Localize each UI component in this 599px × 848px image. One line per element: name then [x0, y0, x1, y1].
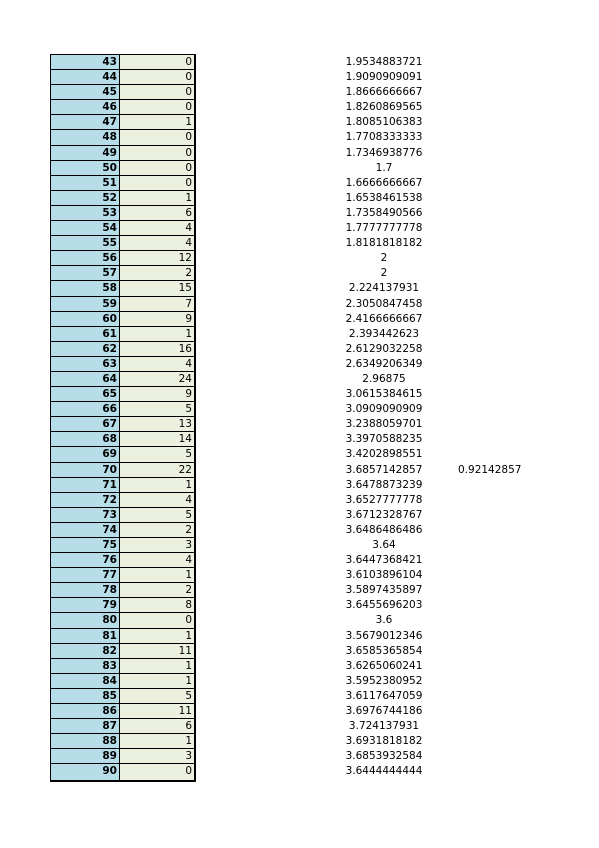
- row-number-cell[interactable]: 84: [51, 674, 120, 689]
- count-cell[interactable]: 6: [120, 206, 194, 221]
- row-number-cell[interactable]: 87: [51, 719, 120, 734]
- table-row: [51, 553, 194, 568]
- count-cell[interactable]: 8: [120, 598, 194, 613]
- ratio-column: [334, 55, 434, 780]
- row-number-cell[interactable]: 68: [51, 432, 120, 447]
- row-number-cell[interactable]: 45: [51, 85, 120, 100]
- table-row: [51, 764, 194, 779]
- table-row: [51, 689, 194, 704]
- table-row: [51, 629, 194, 644]
- row-number-cell[interactable]: 81: [51, 629, 120, 644]
- table-row: [51, 719, 194, 734]
- count-cell[interactable]: 4: [120, 493, 194, 508]
- ratio-value: 3.2388059701: [345, 418, 423, 431]
- table-row: [51, 538, 194, 553]
- ratio-value: 3.3970588235: [345, 433, 423, 446]
- count-cell[interactable]: 3: [120, 538, 194, 553]
- table-row: [51, 417, 194, 432]
- count-cell[interactable]: 13: [120, 417, 194, 432]
- table-row: [51, 161, 194, 176]
- table-row: [51, 70, 194, 85]
- count-cell[interactable]: 0: [120, 764, 194, 779]
- ratio-value: 3.6455696203: [345, 599, 423, 612]
- row-number-cell[interactable]: 73: [51, 508, 120, 523]
- count-cell[interactable]: 4: [120, 357, 194, 372]
- ratio-value: 2: [380, 252, 388, 265]
- ratio-value: 3.6853932584: [345, 750, 423, 763]
- count-cell[interactable]: 12: [120, 251, 194, 266]
- ratio-value: 3.6712328767: [345, 508, 423, 521]
- table-row: [51, 357, 194, 372]
- extra-value: 0.92142857: [458, 463, 522, 476]
- table-row: [51, 191, 194, 206]
- row-number-cell[interactable]: 78: [51, 583, 120, 598]
- row-number-cell[interactable]: 85: [51, 689, 120, 704]
- ratio-value: 1.8666666667: [345, 86, 423, 99]
- ratio-value: 3.6478873239: [345, 478, 423, 491]
- row-number-cell[interactable]: 55: [51, 236, 120, 251]
- ratio-value: 1.7: [375, 161, 393, 174]
- table-row: [51, 749, 194, 764]
- count-cell[interactable]: 5: [120, 402, 194, 417]
- count-cell[interactable]: 7: [120, 297, 194, 312]
- row-number-cell[interactable]: 65: [51, 387, 120, 402]
- row-number-cell[interactable]: 48: [51, 130, 120, 145]
- table-row: [51, 387, 194, 402]
- ratio-value: 3.6486486486: [345, 523, 423, 536]
- row-number-cell[interactable]: 53: [51, 206, 120, 221]
- row-number-cell[interactable]: 54: [51, 221, 120, 236]
- ratio-value: 1.7358490566: [345, 206, 423, 219]
- ratio-value: 3.724137931: [348, 720, 420, 733]
- count-cell[interactable]: 1: [120, 674, 194, 689]
- table-row: [51, 221, 194, 236]
- ratio-value: 3.6265060241: [345, 659, 423, 672]
- ratio-value: 1.8181818182: [345, 237, 423, 250]
- row-number-cell[interactable]: 62: [51, 342, 120, 357]
- table-row: [51, 508, 194, 523]
- count-cell[interactable]: 0: [120, 70, 194, 85]
- count-cell[interactable]: 14: [120, 432, 194, 447]
- table-row: [51, 85, 194, 100]
- count-cell[interactable]: 1: [120, 568, 194, 583]
- table-row: [51, 598, 194, 613]
- ratio-value: 3.4202898551: [345, 448, 423, 461]
- count-cell[interactable]: 1: [120, 478, 194, 493]
- table-row: [51, 734, 194, 749]
- row-number-cell[interactable]: 63: [51, 357, 120, 372]
- table-row: [51, 463, 194, 478]
- table-row: [51, 447, 194, 462]
- ratio-value: 2.96875: [362, 372, 406, 385]
- count-cell[interactable]: 2: [120, 266, 194, 281]
- count-cell[interactable]: 0: [120, 146, 194, 161]
- table-row: [51, 297, 194, 312]
- count-cell[interactable]: 0: [120, 613, 194, 628]
- row-number-cell[interactable]: 69: [51, 447, 120, 462]
- row-number-cell[interactable]: 52: [51, 191, 120, 206]
- count-cell[interactable]: 24: [120, 372, 194, 387]
- table-row: [51, 583, 194, 598]
- row-number-cell[interactable]: 43: [51, 55, 120, 70]
- table-row: [51, 236, 194, 251]
- row-number-cell[interactable]: 88: [51, 734, 120, 749]
- ratio-value: 1.9534883721: [345, 56, 423, 68]
- count-cell[interactable]: 1: [120, 191, 194, 206]
- row-number-cell[interactable]: 47: [51, 115, 120, 130]
- ratio-value: 1.6666666667: [345, 176, 423, 189]
- table-row: [51, 342, 194, 357]
- ratio-value: 3.6857142857: [345, 463, 423, 476]
- table-row: [51, 523, 194, 538]
- count-cell[interactable]: 5: [120, 447, 194, 462]
- count-cell[interactable]: 2: [120, 583, 194, 598]
- table-row: [51, 659, 194, 674]
- ratio-value: 1.6538461538: [345, 191, 423, 204]
- count-cell[interactable]: 9: [120, 312, 194, 327]
- data-table: [50, 54, 196, 782]
- ratio-value: 1.9090909091: [345, 71, 423, 84]
- row-number-cell[interactable]: 66: [51, 402, 120, 417]
- ratio-value: 1.7708333333: [345, 131, 423, 144]
- row-number-cell[interactable]: 46: [51, 100, 120, 115]
- count-cell[interactable]: 9: [120, 387, 194, 402]
- ratio-value: 1.8085106383: [345, 116, 423, 129]
- table-row: [51, 674, 194, 689]
- ratio-value: 2.393442623: [348, 327, 420, 340]
- count-cell[interactable]: 1: [120, 734, 194, 749]
- count-cell[interactable]: 1: [120, 629, 194, 644]
- table-row: [51, 312, 194, 327]
- ratio-value: 3.6103896104: [345, 569, 423, 582]
- count-cell[interactable]: 0: [120, 100, 194, 115]
- ratio-value: 3.6931818182: [345, 735, 423, 748]
- ratio-value: 3.6976744186: [345, 705, 423, 718]
- row-number-cell[interactable]: 44: [51, 70, 120, 85]
- count-cell[interactable]: 0: [120, 161, 194, 176]
- row-number-cell[interactable]: 60: [51, 312, 120, 327]
- ratio-value: 2: [380, 267, 388, 280]
- ratio-value: 3.0615384615: [345, 388, 423, 401]
- ratio-value: 1.7777777778: [345, 222, 423, 235]
- count-cell[interactable]: 1: [120, 327, 194, 342]
- table-row: [51, 402, 194, 417]
- ratio-value: 3.6527777778: [345, 493, 423, 506]
- ratio-value: 1.8260869565: [345, 101, 423, 114]
- row-number-cell[interactable]: 56: [51, 251, 120, 266]
- count-cell[interactable]: 15: [120, 281, 194, 296]
- ratio-value: 3.5897435897: [345, 584, 423, 597]
- row-number-cell[interactable]: 71: [51, 478, 120, 493]
- table-row: [51, 266, 194, 281]
- table-row: [51, 130, 194, 145]
- count-cell[interactable]: 16: [120, 342, 194, 357]
- ratio-value: 2.6349206349: [345, 357, 423, 370]
- row-number-cell[interactable]: 72: [51, 493, 120, 508]
- count-cell[interactable]: 1: [120, 659, 194, 674]
- table-row: [51, 432, 194, 447]
- count-cell[interactable]: 4: [120, 236, 194, 251]
- count-cell[interactable]: 4: [120, 553, 194, 568]
- row-number-cell[interactable]: 59: [51, 297, 120, 312]
- row-number-cell[interactable]: 76: [51, 553, 120, 568]
- row-number-cell[interactable]: 58: [51, 281, 120, 296]
- count-cell[interactable]: 0: [120, 130, 194, 145]
- row-number-cell[interactable]: 80: [51, 613, 120, 628]
- row-number-cell[interactable]: 51: [51, 176, 120, 191]
- row-number-cell[interactable]: 75: [51, 538, 120, 553]
- table-row: [51, 704, 194, 719]
- row-number-cell[interactable]: 83: [51, 659, 120, 674]
- ratio-value: 2.6129032258: [345, 342, 423, 355]
- count-cell[interactable]: 6: [120, 719, 194, 734]
- row-number-cell[interactable]: 90: [51, 764, 120, 779]
- ratio-value: 3.6585365854: [345, 644, 423, 657]
- table-row: [51, 644, 194, 659]
- ratio-value: 3.5952380952: [345, 674, 423, 687]
- count-cell[interactable]: 0: [120, 85, 194, 100]
- count-cell[interactable]: 5: [120, 689, 194, 704]
- count-cell[interactable]: 2: [120, 523, 194, 538]
- table-row: [51, 478, 194, 493]
- table-row: [51, 372, 194, 387]
- ratio-value: 3.6: [375, 614, 393, 627]
- table-row: [51, 115, 194, 130]
- table-row: [51, 251, 194, 266]
- row-number-cell[interactable]: 49: [51, 146, 120, 161]
- row-number-cell[interactable]: 61: [51, 327, 120, 342]
- row-number-cell[interactable]: 82: [51, 644, 120, 659]
- ratio-value: 3.64: [372, 539, 396, 551]
- row-number-cell[interactable]: 89: [51, 749, 120, 764]
- table-row: [51, 100, 194, 115]
- row-number-cell[interactable]: 57: [51, 266, 120, 281]
- count-cell[interactable]: 4: [120, 221, 194, 236]
- ratio-value: 2.224137931: [348, 282, 420, 295]
- row-number-cell[interactable]: 86: [51, 704, 120, 719]
- row-number-cell[interactable]: 74: [51, 523, 120, 538]
- ratio-value: 2.3050847458: [345, 297, 423, 310]
- ratio-value: 3.5679012346: [345, 629, 423, 642]
- count-cell[interactable]: 22: [120, 463, 194, 478]
- count-cell[interactable]: 11: [120, 704, 194, 719]
- row-number-cell[interactable]: 50: [51, 161, 120, 176]
- ratio-value: 3.6444444444: [345, 765, 423, 778]
- ratio-value: 2.4166666667: [345, 312, 423, 325]
- row-number-cell[interactable]: 67: [51, 417, 120, 432]
- table-row: [51, 146, 194, 161]
- ratio-value: 3.6447368421: [345, 554, 423, 567]
- ratio-value: 1.7346938776: [345, 146, 423, 159]
- count-cell[interactable]: 5: [120, 508, 194, 523]
- table-row: [51, 176, 194, 191]
- table-row: [51, 493, 194, 508]
- count-cell[interactable]: 11: [120, 644, 194, 659]
- row-number-cell[interactable]: 79: [51, 598, 120, 613]
- table-row: [51, 613, 194, 628]
- table-row: [51, 568, 194, 583]
- count-cell[interactable]: 1: [120, 115, 194, 130]
- table-row: [51, 281, 194, 296]
- row-number-cell[interactable]: 64: [51, 372, 120, 387]
- count-cell[interactable]: 3: [120, 749, 194, 764]
- ratio-value: 3.6117647059: [345, 689, 423, 702]
- table-row: [51, 206, 194, 221]
- ratio-value: 3.0909090909: [345, 403, 423, 416]
- count-cell[interactable]: 0: [120, 55, 194, 70]
- table-row: [51, 55, 194, 70]
- row-number-cell[interactable]: 77: [51, 568, 120, 583]
- row-number-cell[interactable]: 70: [51, 463, 120, 478]
- count-cell[interactable]: 0: [120, 176, 194, 191]
- table-row: [51, 327, 194, 342]
